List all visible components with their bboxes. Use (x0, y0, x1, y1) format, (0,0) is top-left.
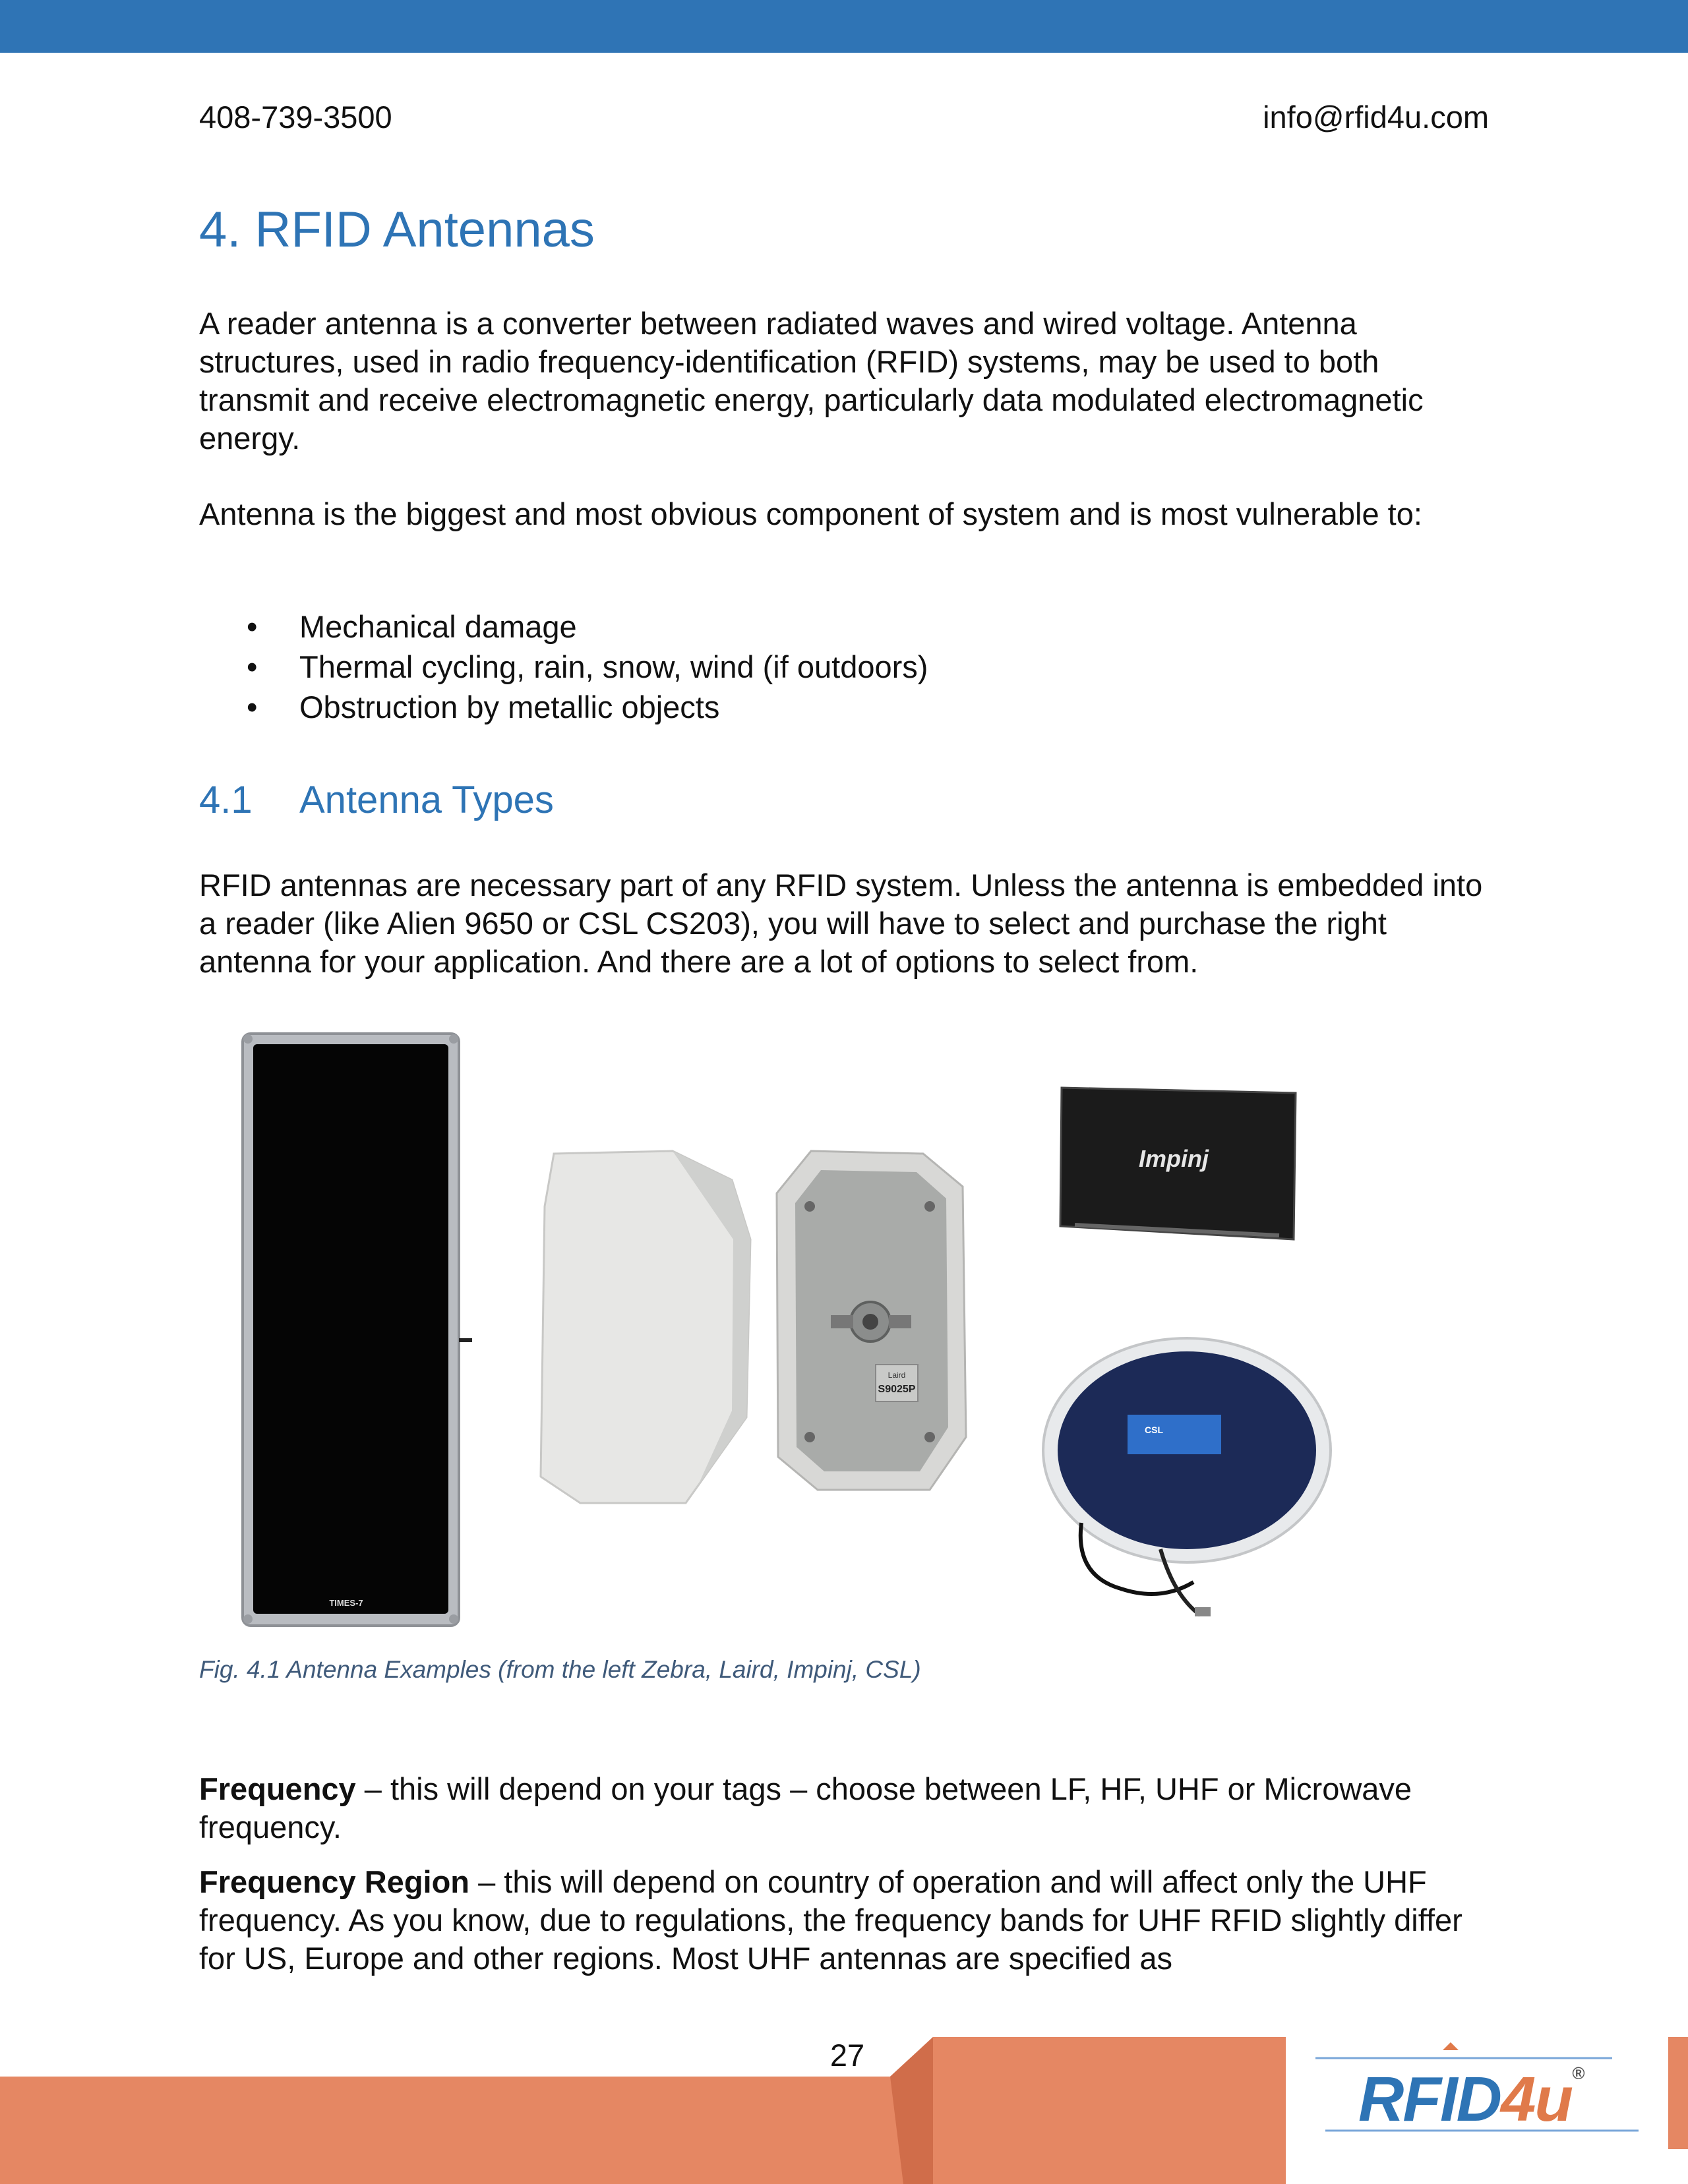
intro-paragraph: A reader antenna is a converter between radiated waves and wired voltage. Antenna structures, used in radio frequency-identification (RFID) systems, may be used to both transmit and receive electromagnetic energy, particularly data modulated electromagnetic energy. (199, 306, 1424, 456)
times7-label: TIMES-7 (329, 1598, 363, 1608)
logo-rfid-text: RFID (1358, 2064, 1501, 2135)
laird-front-image (541, 1151, 750, 1503)
laird-brand-label: Laird (888, 1371, 906, 1380)
list-item: • Obstruction by metallic objects (199, 687, 928, 727)
definition-text: – this will depend on country of operation and will affect only the UHF frequency. As you know, due to regulations, the frequency bands for UHF RFID slightly differ for US, Europe and other regions. Most UHF antennas are specified as (199, 1864, 1462, 1976)
laird-model-label: S9025P (878, 1384, 916, 1395)
definition-frequency-region (199, 1863, 1492, 1978)
subsection-number: 4.1 (199, 779, 253, 821)
figure-caption: Fig. 4.1 Antenna Examples (from the left Zebra, Laird, Impinj, CSL) (199, 1656, 921, 1683)
logo-4u-text: 4u (1500, 2064, 1572, 2135)
header-email: info@rfid4u.com (1263, 100, 1489, 134)
definition-text: – this will depend on your tags – choose between LF, HF, UHF or Microwave frequency. (199, 1771, 1412, 1845)
rfid4u-logo (1358, 2063, 1583, 2136)
vulnerable-paragraph: Antenna is the biggest and most obvious component of system and is most vulnerable to: (199, 496, 1422, 531)
header-phone: 408-739-3500 (199, 100, 392, 134)
list-item: • Thermal cycling, rain, snow, wind (if outdoors) (199, 647, 928, 687)
csl-label: CSL (1145, 1425, 1163, 1435)
impinj-antenna-image (1060, 1088, 1296, 1239)
subsection-title (199, 778, 554, 822)
logo-registered-mark: ® (1572, 2063, 1584, 2083)
impinj-label: Impinj (1139, 1145, 1209, 1172)
laird-back-image (777, 1151, 966, 1490)
section-title: 4. RFID Antennas (199, 202, 595, 258)
list-item: • Mechanical damage (199, 606, 928, 647)
antenna-types-paragraph: RFID antennas are necessary part of any RFID system. Unless the antenna is embedded into a reader (like Alien 9650 or CSL CS203), you will have to select and purchase the right antenna for your application. And there are a lot of options to select from. (199, 868, 1483, 979)
zebra-antenna-image (243, 1034, 472, 1626)
top-color-bar (0, 0, 1688, 53)
definition-frequency (199, 1770, 1492, 1846)
page-number: 27 (829, 2038, 865, 2073)
csl-antenna-image (1043, 1338, 1331, 1616)
antenna-figure (224, 1022, 1345, 1641)
definition-term: Frequency (199, 1771, 356, 1806)
subsection-name: Antenna Types (299, 779, 554, 821)
vulnerability-list (199, 606, 928, 727)
definition-term: Frequency Region (199, 1864, 470, 1899)
